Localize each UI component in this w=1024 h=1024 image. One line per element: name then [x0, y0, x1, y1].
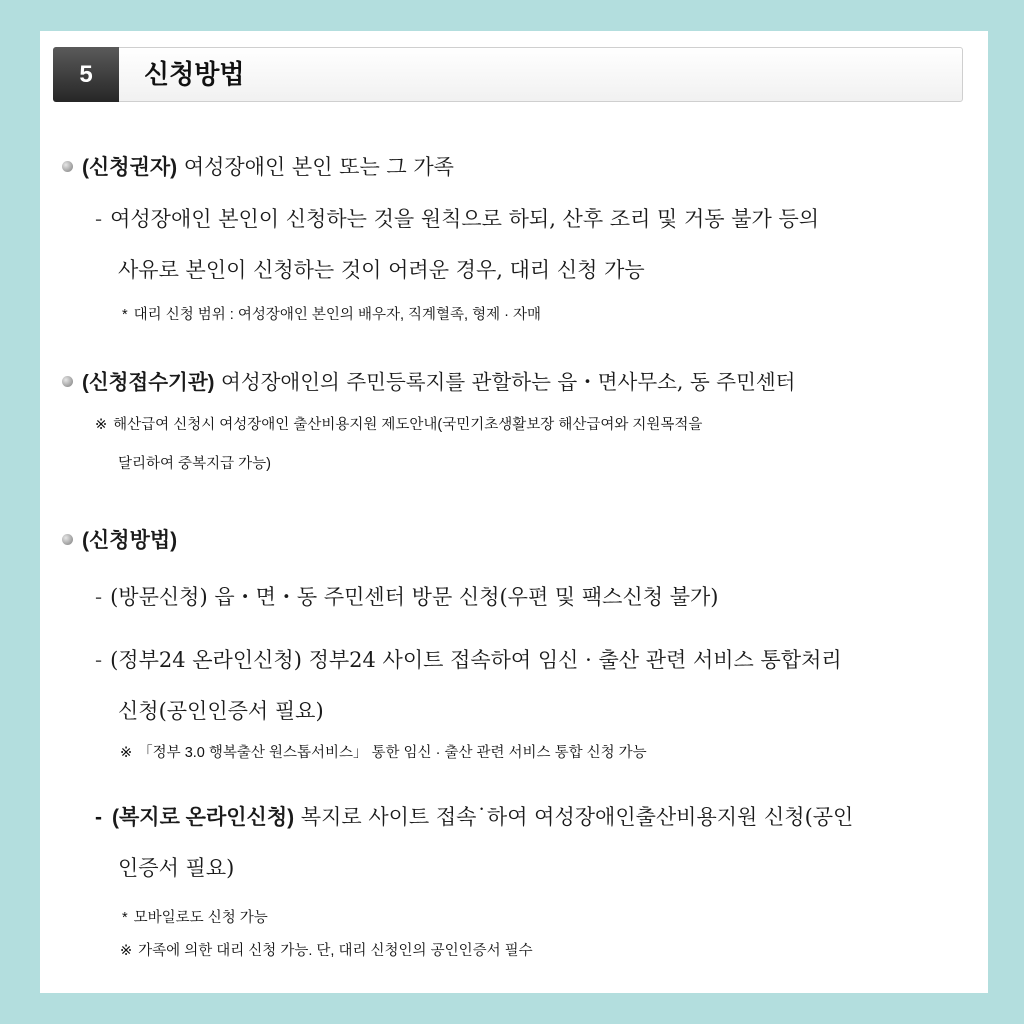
applicant-detail-line2: 사유로 본인이 신청하는 것이 어려운 경우, 대리 신청 가능: [118, 258, 645, 282]
applicant-text: 여성장애인 본인 또는 그 가족: [183, 155, 454, 179]
section-number: 5: [53, 47, 119, 102]
family-proxy-text: 가족에 의한 대리 신청 가능. 단, 대리 신청인의 공인인증서 필수: [138, 943, 533, 959]
method-label: (신청방법): [82, 529, 178, 552]
applicant-label: (신청권자): [82, 156, 178, 179]
applicant-detail-text: 여성장애인 본인이 신청하는 것을 원칙으로 하되, 산후 조리 및 거동 불가 등의: [110, 207, 820, 231]
note-marker: *: [122, 307, 128, 323]
bullet-icon: [62, 534, 73, 545]
gov24-application-line2: 신청(공인인증서 필요): [118, 699, 324, 723]
bullet-method: [62, 524, 177, 554]
bullet-icon: [62, 376, 73, 387]
note-marker: ※: [95, 417, 108, 433]
bullet-office: [62, 365, 796, 395]
bokjiro-application-line2: 인증서 필요): [118, 856, 235, 880]
dash-marker: -: [95, 585, 103, 609]
benefit-note-line1: [95, 413, 702, 434]
section-header: [53, 47, 963, 102]
section-title: 신청방법: [144, 59, 245, 89]
dash-marker: -: [95, 648, 103, 672]
bullet-icon: [62, 161, 73, 172]
proxy-scope-text: 대리 신청 범위 : 여성장애인 본인의 배우자, 직계혈족, 형제 · 자매: [133, 307, 542, 323]
mobile-note-text: 모바일로도 신청 가능: [133, 910, 268, 926]
bokjiro-label: (복지로 온라인신청): [112, 806, 295, 829]
bokjiro-text: 복지로 사이트 접속˙하여 여성장애인출산비용지원 신청(공인: [300, 805, 854, 829]
dash-marker: -: [95, 207, 103, 231]
note-marker: ※: [120, 745, 133, 761]
gov24-text: (정부24 온라인신청) 정부24 사이트 접속하여 임신 · 출산 관련 서비스 통합처리: [110, 648, 842, 672]
office-label: (신청접수기관): [82, 371, 215, 394]
note-marker: *: [122, 910, 128, 926]
visit-text: (방문신청) 읍・면・동 주민센터 방문 신청(우편 및 팩스신청 불가): [110, 585, 719, 609]
visit-application: [95, 581, 718, 611]
benefit-note-text: 해산급여 신청시 여성장애인 출산비용지원 제도안내(국민기초생활보장 해산급여와 지원목적을: [113, 417, 703, 433]
applicant-detail-line1: [95, 203, 819, 233]
mobile-note: [122, 906, 268, 927]
family-proxy-note: [120, 939, 533, 960]
document-card: [40, 31, 988, 993]
bokjiro-application-line1: [95, 801, 853, 831]
bullet-applicant: [62, 151, 454, 181]
office-text: 여성장애인의 주민등록지를 관할하는 읍・면사무소, 동 주민센터: [221, 370, 796, 394]
note-marker: ※: [120, 943, 133, 959]
gov24-note-text: 「정부 3.0 행복출산 원스톱서비스」 통한 임신 · 출산 관련 서비스 통합 신청 가능: [138, 745, 647, 761]
gov24-application-line1: [95, 644, 842, 674]
gov24-note: [120, 741, 647, 762]
benefit-note-line2: 달리하여 중복지급 가능): [118, 456, 271, 472]
proxy-scope-note: [122, 303, 541, 324]
dash-marker: -: [95, 806, 102, 829]
